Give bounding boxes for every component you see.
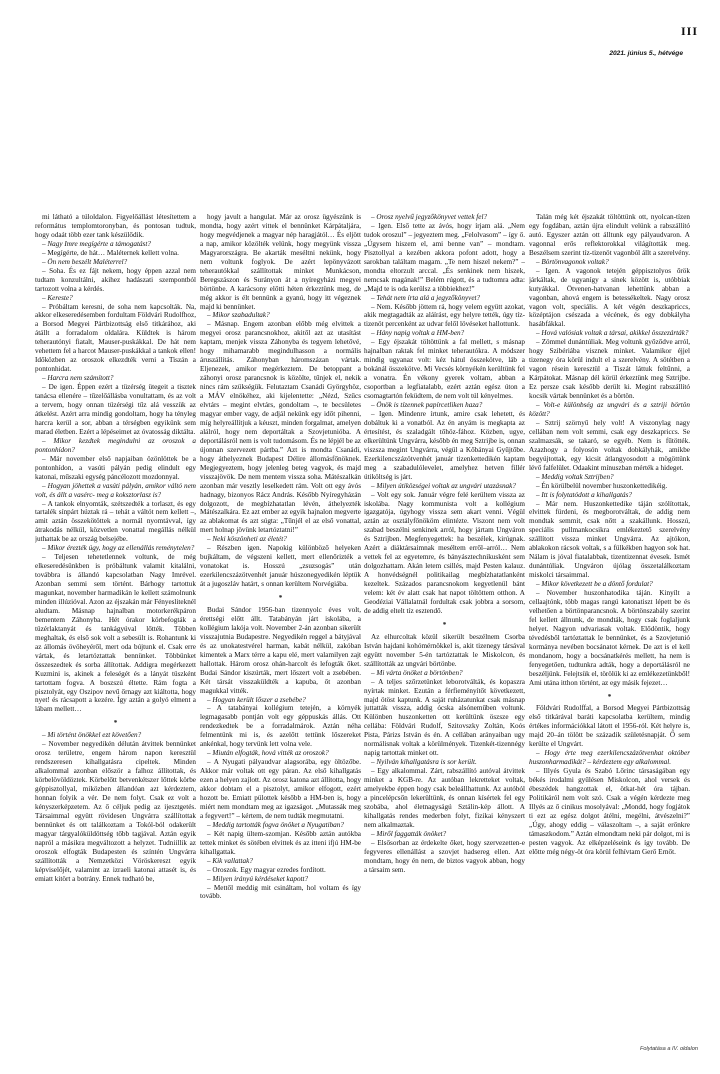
body-paragraph: – Nem. Később jöttem rá, hogy velem együtt azokat, akik megtagadták az aláírást, egy helyre tették, úgy tíz-tizenöt percenként az udvar felől lövéseket hallottunk. — [364, 302, 525, 329]
body-paragraph: – De igen. Éppen ezért a tüzérség ütegeit a tisztek tanácsa ellenére – tűzelőállásba vonultattam, és az volt a tervem, hogy onnan tüzérségi tűz alá vesszük az átkelést. Azért arra mindig gondoltam, hogy ha tényleg harcra kerül a sor, abban a térségben egyikünk sem marad életben. Ezért a lépéseimet az óvatosság diktálta. — [35, 383, 196, 436]
interview-question: – Nyilván kihallgatásra is sor került. — [371, 758, 477, 767]
body-paragraph: – Két napig ültem-szomjan. Később aztán autókba tettek minket és sötében elvittek és az itteni ifjú HM-be kihallgattak. — [200, 829, 361, 856]
section-separator: * — [113, 719, 118, 728]
body-paragraph: – Mettől meddig mit csináltam, hol voltam és így tovább. — [200, 883, 361, 901]
interview-question: – Meddig tartották fogva önöket a Nyugatiban? — [207, 820, 344, 829]
body-paragraph: – Egy éjszakát töltöttünk a fal mellett, s másnap hajnalban raktak fel minket teherautókra. A módszer mindig ugyanaz volt: kéz hátul összekötve, láb a bokánál összekötve. Mi Vecsés környékén kerültünk fel a vonatra. Én vékony gyerek voltam, abban a csoportban a legfiatalabb, ezért aztán egész úton a csomagtartón feküdtem, de nem volt túl kényelmes. — [364, 338, 525, 401]
body-paragraph: – Soha. És ez fájt nekem, hogy éppen azzal nem tudtam konzultálni, akihez hadászati szempontból tartozott volna a kérdés. — [35, 266, 196, 293]
body-paragraph: – Próbáltam keresni, de soha nem kapcsolták. Na, akkor elkeseredésemben fordultam Földvári Rudolfhoz, a Borsod Megyei Pártbizottság első titkárához, aki átállt a forradalom oldalára. Küldtek is három teherautónyi fiatalt, Mauser-puskákkal. De hát nem vehettem fel a harcot Mauser-puskákkal a tankok ellen! Időközben az oroszok elkezdték verni a Tiszán a pontonhidat. — [35, 302, 196, 374]
body-paragraph: Talán még két éjszakát töltöttünk ott, nyolcan-tízen egy fogdában, aztán újra elindult velünk a rabszállító autó. Egyszer aztán ott álltunk egy pályaudvaron. A vagonnal erős reflektorokkal világították meg. Beszélsem szerint tíz-tizenöt vagonból állt a szerelvény. — [529, 213, 690, 257]
interview-question: – Mikor szabadultak? — [207, 311, 270, 320]
body-paragraph: – Teljesen tehetetlennek voltunk, de még elkeseredésünkben is próbáltunk valamit kitalálni, továbbra is állandó kapcsolatban Nagy Imrével. Azonban semmi sem történt. Bárhogy tartottuk magunkat, november harmadikán le kellett számolnunk minden illúzióval. Azon az éjszakán már Fényesliteknél aludtam. Másnap hajnalban motorkerékpáron bementem Záhonyba. Hét órakor körbefogták a tüzérlaktanyát és tankágyúval lőtték. Többen meghaltak, és első sok volt a sebesült is. Rohantunk ki az állomás övöheyéről, mert oda bújtunk el. Csak erre vártak, és letartóztattak bennünket. Többünket összeszedtek és sorba állítottak. Addigra megérkezett Kuzmini is, akinek a feleségét és a lányát tüszként tartottam fogva. A boszszú éltette. Rám fogta a pisztolyát, egy Oszipov nevű őrnagy azt kiáltotta, hogy nyet! és rácsapott a kezére. Így aztán a golyó elment a lábam mellett… — [35, 553, 196, 714]
interview-question: – Miről faggatták önöket? — [371, 829, 447, 838]
issue-date: 2021. június 5., hétvége — [609, 50, 683, 57]
body-paragraph: – November huszonhatodika táján. Kinyílt a cellaajtónk, több magas rangú katonatiszt lépett be és velhetően a börtönparancsnok. A börtönszabály szerint fel kellett állnunk, de mondták, hogy csak foglaljunk helyet. Nagyon udvariasak voltak. Elődöntik, hogy tévedésből tartóztattak le bennünket, és a Szovjetunió kormánya nevében bocsánatot kérnek. De azt is el kell mondanom, hogy a bocsánatkérés mellett, ha nem is fenyegetően, tudtunkra adták, hogy a deportálásról ne beszéljünk. Felejtsük el, törölük ki az emlékezetünkből! Ami utána itthon történt, az egy másik fejezet… — [529, 589, 690, 687]
page-header — [0, 0, 720, 60]
interview-question: – Nagy Imre megígérte a támogatást? — [42, 239, 151, 248]
section-separator: * — [278, 594, 283, 603]
interview-question: – Mi történt önökkel ezt követően? — [42, 731, 142, 740]
interview-question: – Tehát nem írta alá a jegyzőkönyvet? — [371, 293, 481, 302]
interview-question: – Mi várta önöket a börtönben? — [371, 668, 463, 677]
body-paragraph: – Egy alkalommal. Zárt, rabszállító autóval átvittek minket a KGB-re. Az autóban lekretteket voltak, amelyekbe éppen hogy csak beleállhattunk. Az autóból a pincelépcsőn lekerültünk, és onnan kísértek fel egy szobába, ahol életnagyságú Sztálin-kép állott. A kihallgatás rendes mederben folyt, fizikai kényszert nem alkalmaztak. — [364, 767, 525, 829]
body-paragraph: – A tankok elnyomták, szétszedték a torlaszt, és egy tartalék sínpárt húztak rá – tehát a váltót nem kellett –, amit aztán összekötöttek a normál nyomtávval, így átrakodás nélkül, közvetlen vonattal megállás nélkül juthattak be az ország belsejébe. — [35, 499, 196, 544]
body-paragraph: – Igen. Első tette az ávós, hogy írjam alá. „Nem tudok oroszul” – jegyeztem meg. „Felolvasom” – így ő. „Úgysem hiszem el, ami benne van” – mondtam. Pisztollyal a kezében akkora pofont adott, hogy a sarokban találtam magam. „Te nem hiszel nekem?” – mondta eltorzult arccal. „És senkinek nem hiszek, nemcsak magának!” Belém rúgott, és a tudtomra adta: „Majd te is oda kerülsz a többiekhez!” — [364, 221, 525, 293]
body-paragraph: – Oroszok. Egy magyar ezredes fordított. — [207, 865, 326, 874]
body-paragraph: – Igen. Mindenre írtunk, amire csak lehetett, és dobáltuk ki a vonatból. Az én anyám is megkapta az értesítést, és szaladgált tőhöz-fához. Közben, ugye, elkerültünk Ungvárra, később én meg Sztrijbe is, onnan viszsza megint Ungvárra, végül a Kőbányai Gyűjtőbe. Ezerkilencszázötvenhét január tizenkettedikén kaptam meg a szabadulólevelet, amelyhez hetven fillér útiköltség is járt. — [364, 409, 525, 481]
body-paragraph: – Én körülbelül november huszonkettedikéig. — [536, 481, 668, 490]
section-separator: * — [442, 620, 447, 629]
interview-question: – Miután elfogták, hová vitték az oroszok? — [207, 749, 329, 758]
body-paragraph: mi látható a túloldalon. Figyelőállást létesítettem a református templomtoronyban, és pontosan tudtuk, hogy odaát több ezer tank készülődik. — [35, 213, 196, 239]
interview-question: – Orosz nyelvű jegyzőkönyvet vettek fel? — [371, 213, 488, 221]
body-paragraph: – Sztrij szörnyű hely volt! A viszonylag nagy cellában nem volt semmi, csak egy deszkapriccs. Se szalmazsák, se takaró, se egyéb. Nem is fűtötték. Azazhogy a folyosón voltak dobkályhák, amikbe begyújtottak, egy kicsit átlangyosodott a mögöttünk lévő falfelület. Odaakint mínuszban mérték a hideget. — [529, 418, 690, 472]
body-paragraph: – Elsősorban az érdekelte őket, hogy szervezetten-e fegyveres ellenállást a szovjet hadsereg ellen. Azt mondtam, hogy én nem, de biztos vagyok abban, hogy a társaim sem. — [364, 838, 525, 874]
body-paragraph: – Már nem. Huszonkettedike táján szólítottak, elvittek fürdeni, és megborotváltak, de addig nem mondtak semmit, csak nőtt a szakállunk. Hosszú, speciális pullmankocsikra emlékeztető szerelvény szállított vissza minket Ungvárra. Az ajtókon, ablakokon rácsok voltak, s a fülkékben hagyon sok hat. Nálam is jóval fiatalabbak, tizentizennat évesek. Ismét dunántúliak. Ungváron újólag összetalálkoztam miskolci társaimmal. — [529, 499, 690, 580]
interview-question: – Hogy érte meg ezerkilencszázötvenhat október huszonharmadikát? – kérdeztem egy alkalommal. — [529, 749, 690, 767]
interview-question: – Neki köszönheti az életét? — [207, 535, 287, 544]
interview-question: – Hogyan jöhettek a vasúti pályán, amikor váltó nem volt, és állt a vasérc- meg a koksztorlasz is? — [35, 481, 196, 499]
body-paragraph: – A Nyugati pályaudvar alagsorába, egy öltözőbe. Akkor már voltak ott egy páran. Az első kihallgatás ezen a helyen zajlott. Az orosz katona azt állította, hogy akkor dobtam el a pisztolyt, amikor elfogott, ezért hozott be. Emiatt pülottek később a HM-ben is, hogy miért nem mondtam meg az igazságot. „Mutassák meg a fegyvert!” – kértem, de nem tudták megmutatni. — [200, 758, 361, 820]
article-column-3 — [364, 213, 525, 1059]
body-paragraph: Budai Sándor 1956-ban tizennyolc éves volt, érettségi előtt állt. Tatabányán járt iskolába, a kollégium lakója volt. November 2-án azonban sikerült visszajutnia Budapestre. Negyedikén reggel a bátyjával és az unokatestvérel harman, kabát nélkül, zakóban kimentek a Marx térre a kapu elé, mert valamilyen zajt hallottak. Három orosz ohán-harcolt és lefogták őket. Budai Sándor kiszúrták, mert lőszert volt a zsebében. Két társát visszaküldték a kapuba, őt azonban magukkal vitték. — [200, 605, 361, 695]
body-paragraph: – Illyés Gyula és Szabó Lőrinc társaságában egy békés irodalmi gyűlésen Miskolcon, ahol versek és ébeszédek hangzottak el, ötkat-hét óra tájban. Politikáról nem volt szó. Csak a végén kérdezte meg Illyés az ő cinikus mosolyával: „Mondd, hogy fogjátok ti ezt az egész dolgot átélni, megélni, átvészelni?” „Úgy, ahogy eddig – válaszoltam –, a saját erőnkre támaszkodom.” Aztán elmondtam neki pár dolgot, mi is pesten vagyok. Az elképzeléseink és így tovább. De előtte még négy-öt óra körül felhívtam Gerő Ernőt. — [529, 767, 690, 856]
interview-question: – Hogyan került lőszer a zsebébe? — [207, 695, 306, 704]
body-paragraph: – November negyedikén délután átvittek bennünket orosz területre, engem három napon keresztül rendszeresen kihallgatásra cipeltek. Minden alkalommal azonban először a falhoz állítottak, és körbelövöldöztek. Körbelőtt betvenkétszer lőttek körbe géppisztollyal, miközben állandóan azt kérdeztem, honnan folyik a vér. De nem folyt. Csak ez volt a kényszerképzetem. Az ő céljuk pedig az ijesztgetés. Társaimmal együtt rövidesen Ungvárra szállítottak bennünket és ott találkoztam a Tokól-ból odakerült magyar tárgyalóküldöttség tőbb tagjával. Aztán egyik napról a másikra megváltozott a helyzet. Tudniillik az oroszok elfogták Budapesten és színtén Ungvárra szállították a Nemzetközi Vöröskereszt egyik képviselőjét, valamint az izraeli katonai attasét is, és emiatt kitört a botrány. Ennek tudható be, — [35, 740, 196, 883]
body-paragraph: – A tatabányai kollégium tetején, a környék legmagasabb pontján volt egy géppuskás állás. Ott rendezkedtek be a forradalmárok. Aztán néha felmentünk mi is, és azelőtt tettünk lőszereket ankénkal, hogy tervünk lett volna vele. — [200, 704, 361, 749]
interview-question: – Kik vallattak? — [207, 856, 253, 865]
body-paragraph: – A teljes szőrzetünket leborotválták, és kopaszra nyírtak minket. Ezután a férfieményítőt következett, majd ötöst kaptunk. A saját ruházatunkat csak másnap juttatták vissza, addig ócska alsóneműben voltunk. Különben huszonketten ott kerültünk öszsze egy cellába: Földvári Rudolf, Szitovszky Zoltán, Koós Pista, Párizs István és én. A cellában arányaiban ugy normálisnak voltak a körülmények. Tizenkét-tizennégy napig tartottak minket ott. — [364, 677, 525, 758]
article-column-1 — [35, 213, 196, 1059]
continuation-note: Folytatása a IV. oldalon — [639, 1046, 698, 1052]
interview-question: – Harcra nem számított? — [42, 374, 114, 383]
page-number: III — [680, 24, 698, 38]
interview-question: – Mikor következett be a döntő fordulat? — [536, 580, 653, 589]
interview-question: – Milyen útiközségei voltak az ungvári utazásnak? — [371, 481, 516, 490]
interview-question: – Kereste? — [42, 293, 73, 302]
article-column-2 — [200, 213, 361, 1059]
interview-question: – Volt-e különbség az ungvári és a sztriji börtön között? — [529, 401, 690, 418]
body-paragraph: – Igen. A vagonok tetején géppisztolyos őrök járkáltak, de ugyanígy a sínek között is, utóbbiak kutyákkal. Ötvenen-hatvanan lehettünk abban a vagonban, ahová engem is betessékeltek. Nagy orosz vagon volt, speciális. A két végén deszkapriccs, középtájon csészada a vécének, és egy dobkályha hasábfákkal. — [529, 266, 690, 329]
interview-question: – Mikor érezték úgy, hogy az ellenállás reménytelen? — [42, 544, 195, 553]
body-paragraph: – Megígérte, de hát… Maléternek kellett volna. — [42, 248, 179, 257]
interview-question: – Itt is folytatódott a kihallgatás? — [536, 490, 633, 499]
article-column-4 — [529, 213, 690, 1059]
body-paragraph: – Zömmel dunántúliak. Meg voltunk győződve arról, hogy Szibériába visznek minket. Valamikor éjjel tizenegy óra körül indult el a szerelvény. A sötétben a vagon résein keresztül a Tiszát láttuk feltűnni, a Kárpátokat. Másnap dél körül érkeztünk meg Sztrijbe. Ez persze csak később derült ki. Megint rabszállító kocsik vártak bennünket és a börtön. — [529, 338, 690, 401]
body-paragraph: – Részben igen. Napokig különböző helyeken bujkáltam, de végszeni kellett, mert ellenőrizték a vonatokat is. Hosszú „zsuzsogás” után ezerkilencszázötvenhét január húszonegyedikén léptük át a jugoszláv határt, s onnan kerültem Norvégiába. — [200, 544, 361, 589]
interview-question: – Hány napig voltak a HM-ben? — [371, 329, 465, 338]
body-paragraph: Az elhurcoltak közül sikerült beszélnem Csorba István hajdani kohómérnökkel is, akit tizenegy társával együtt november 5-én tartóztattak le Miskolcon, és szállították az ungvári börtönbe. — [364, 632, 525, 668]
body-paragraph: – Volt egy sok. Január végre felé kerültem vissza az iskolába. Nagy kommunista volt a kollégium igazgatója, úgyhogy vissza sem akart venni. Végül aztán az osztályfőnököm elintézte. Viszont nem volt szabad beszélni senkinek arról, hogy jártam Ungváron és Sztrijben. Megfenyegettek: ha beszélek, kirúgnak. Azért a diáktársaimnak meséltem erről–arról… Nem vettek fel az egyetemre, és bányásztechnikusként sem dolgozhattam. Akán letem csillés, majd Pesten kalauz. A honvédségnél politikailag megbízhatatlanként kezeltek. Százados parancsnokom kegyetlenül bánt velem: két év alatt csak hat napot töltöttem otthon. A Geodéziai Vállalatnál fordultak csak jobbra a sorsom, de addig eltelt tíz esztendő. — [364, 490, 525, 615]
interview-question: – Ön nem beszélt Maléterrel? — [42, 257, 128, 266]
body-paragraph: Földvári Rudolffal, a Borsod Megyei Pártbizottság első titkárával baráti kapcsolatba kerültem, mindig értékes információkkal látott el 1956-ról. Két helyre is, majd 20–án tölött be századik születésnapját. Ő sem kerülte el Ungvárt. — [529, 704, 690, 749]
body-paragraph: hogy javult a hangulat. Már az orosz ügyészünk is mondta, hogy azért vittek el bennünket Kárpátaljára, hogy megvédjenek a magyar nép haragjától… És eljött a nap, amikor közölték velünk, hogy megyünk vissza Magyarországra. Be akarták meséltni nekünk, hogy nem voltunk foglyok. De azért lepönyvázott teherautókkal szállítottak minket Munkácson, Beregszászon és Surányon át a nyíregyházi megyei börtönbe. A karácsony előtti héten érkeztünk meg, de még akkor is élt bennünk a gyanú, hogy itt végeznek majd ki bennünket. — [200, 213, 361, 311]
interview-question: – Börtönvagonok voltak? — [536, 257, 609, 266]
interview-question: – Hová valósiak voltak a társai, akikkel összezárták? — [536, 329, 689, 338]
body-paragraph: – Másnap. Engem azonban előbb még elvittek a megyei orosz parancsnokhoz, akitől azt az utasítást kaptam, menjek vissza Záhonyba és tegyem lehetővé, hogy mihamarabb megindulhasson a normális áruszállítás. Záhonyban háromszázan vártak. Eljenezek, amikor megérkeztem. De betoppant a záhonyi orosz parancsnok is közölte, tűnjek el, nekik nincs rám szükségük. Felutaztam Csanádi Györgyhöz, a MÁV elnökéhez, aki kijelentette: „Nézd, Szűcs elvtárs – megint elvtárs, gondoltam –, te becsületes magyar ember vagy, de adjál nekünk egy időt pihenni, míg helyreállítjuk a kéuszt, minden forgalmat, amelyen alálról, hogy nem deportáltak a Szovjetunióba. A deportálásról nem is volt tudomásom. És ne lépjél be az újonnan szervezett pártba.” Azt is mondta Csanádi, hogy áthelyeznek Budapest Délire állomásfőnöknek. Megjegyeztem, hogy jelenleg beteg vagyok, és majd visszajövök. De nem mentem vissza soha. Mátészalkán azonban már vesztly leselkedett rám. Volt ott egy ávós hadnagy, bizonyos Rácz András. Később Nyíregyházán dolgozott, de megbízhatatlan lévén, áthelyezték Mátészalkára. Ez azt ember az egyik hajnalon megverte az ablakomat és azt súgta: „Tűnjél el az első vonattal, mert holnap jövünk letartóztatni!” — [200, 320, 361, 535]
interview-question: – Mikor kezdtek megindulni az oroszok a pontonhídon? — [35, 436, 196, 454]
interview-question: – Milyen irányú kérdéseket kapott? — [207, 874, 309, 883]
interview-question: – Önök is tízennek papírcetliken haza? — [371, 401, 483, 410]
body-paragraph: – Már november első napjaiban özönlöttek be a pontonhídon, a vasúti pályán pedig elindult egy katonai, műszaki egység páncélozott mozdonnyal. — [35, 454, 196, 481]
section-separator: * — [607, 692, 612, 701]
interview-question: – Meddig voltak Sztrijben? — [536, 472, 614, 481]
